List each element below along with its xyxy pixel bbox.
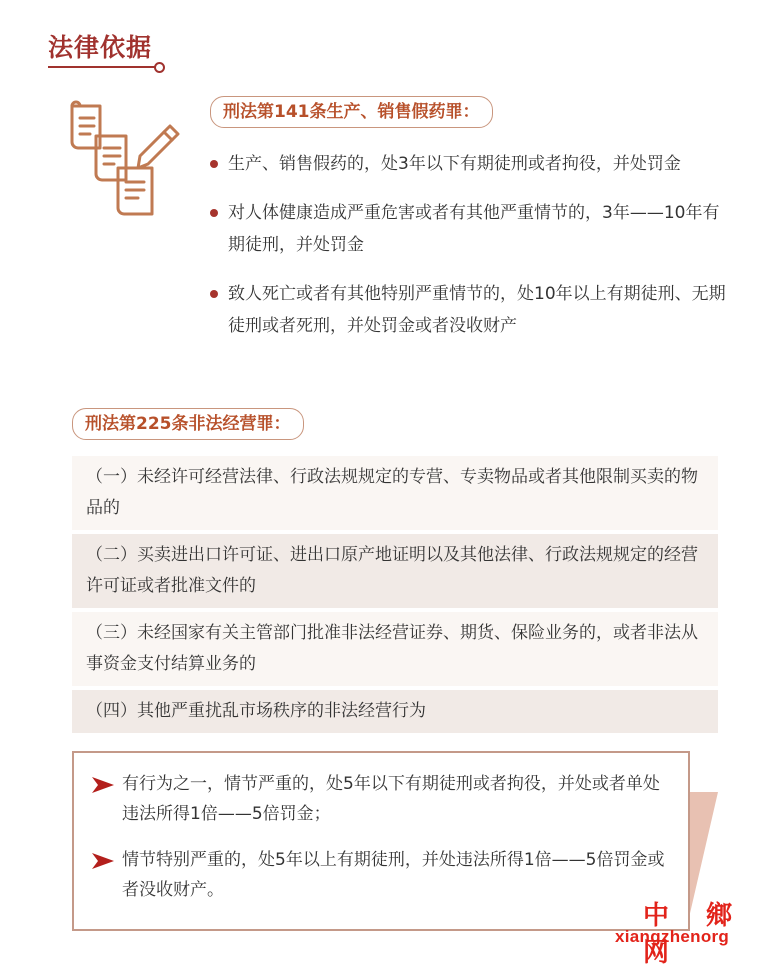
- list-item: （四）其他严重扰乱市场秩序的非法经营行为: [72, 690, 718, 733]
- chevron-arrow-icon: [92, 777, 114, 793]
- list-item: [208, 197, 728, 261]
- list-item-text: 生产、销售假药的，处3年以下有期徒刑或者拘役，并处罚金: [228, 154, 681, 174]
- article-141-list: [208, 148, 728, 359]
- list-item-text: 对人体健康造成严重危害或者有其他严重情节的，3年——10年有期徒刑，并处罚金: [228, 203, 720, 255]
- list-item: [208, 148, 728, 180]
- article-225-title: 刑法第225条非法经营罪：: [72, 408, 304, 440]
- article-141-title: 刑法第141条生产、销售假药罪：: [210, 96, 493, 128]
- penalty-text: 情节特别严重的，处5年以上有期徒刑，并处违法所得1倍——5倍罚金或者没收财产。: [122, 850, 665, 900]
- heading-underline: [48, 66, 156, 68]
- section-heading: 法律依据: [48, 33, 153, 62]
- penalty-panel: [72, 751, 690, 931]
- list-item-text: 致人死亡或者有其他特别严重情节的，处10年以上有期徒刑、无期徒刑或者死刑，并处罚金或者没收财产: [228, 284, 726, 336]
- watermark-logo-en: xiangzhenorg: [615, 927, 730, 946]
- bullet-dot-icon: [210, 160, 218, 168]
- list-item: [208, 278, 728, 342]
- watermark-logo-cn: 中 鄉 网: [643, 901, 747, 968]
- chevron-arrow-icon: [92, 853, 114, 869]
- penalty-item: [92, 845, 672, 905]
- list-item: （二）买卖进出口许可证、进出口原产地证明以及其他法律、行政法规规定的经营许可证或者批准文件的: [72, 534, 718, 608]
- bullet-dot-icon: [210, 290, 218, 298]
- heading-underline-dot: [154, 62, 165, 73]
- penalty-item: [92, 769, 672, 829]
- article-225-list: [72, 456, 718, 737]
- watermark-logo: [615, 895, 775, 968]
- documents-pen-icon: [66, 98, 186, 220]
- list-item: （三）未经国家有关主管部门批准非法经营证券、期货、保险业务的，或者非法从事资金支付结算业务的: [72, 612, 718, 686]
- penalty-text: 有行为之一，情节严重的，处5年以下有期徒刑或者拘役，并处或者单处违法所得1倍——5倍罚金；: [122, 774, 660, 824]
- list-item: （一）未经许可经营法律、行政法规规定的专营、专卖物品或者其他限制买卖的物品的: [72, 456, 718, 530]
- bullet-dot-icon: [210, 209, 218, 217]
